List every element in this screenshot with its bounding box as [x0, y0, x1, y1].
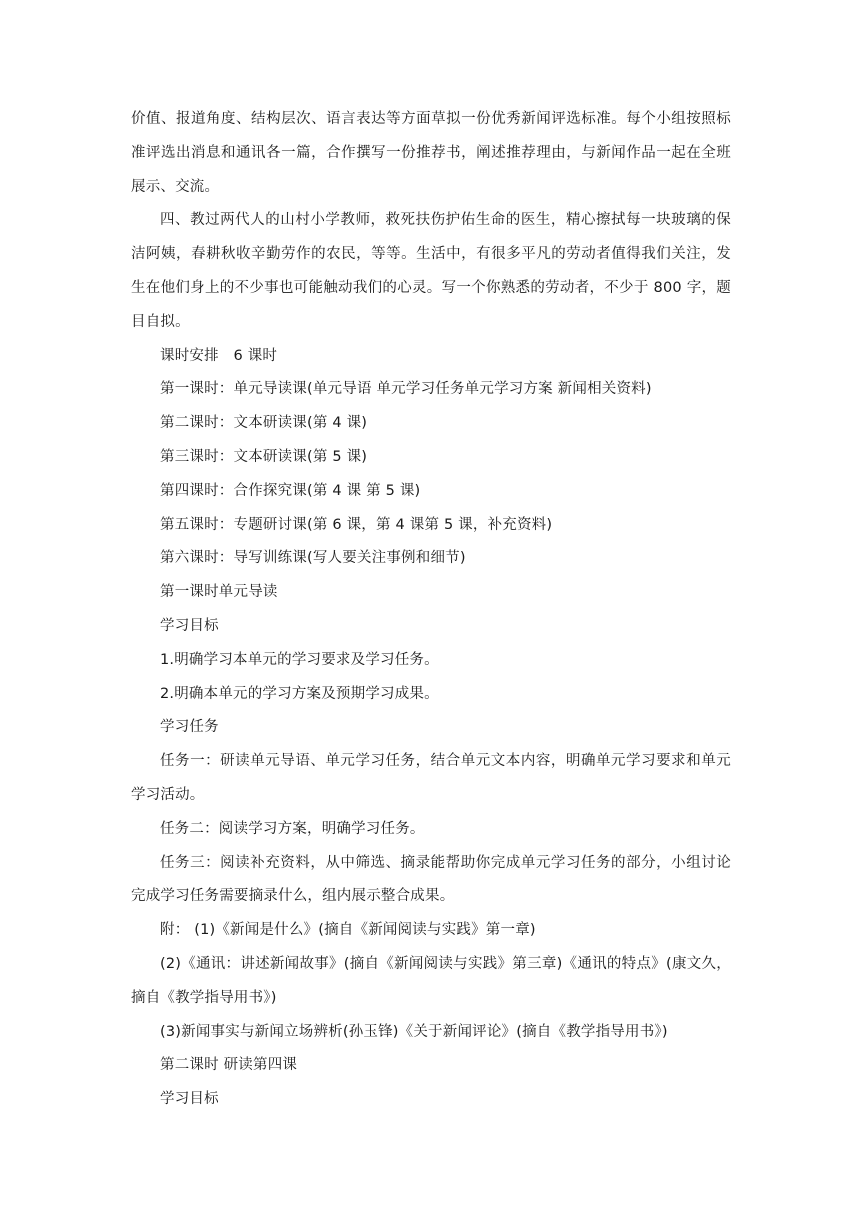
- schedule-lesson-3: 第三课时：文本研读课(第 5 课): [160, 448, 368, 465]
- learning-goal-1: 1.明确学习本单元的学习要求及学习任务。: [160, 651, 439, 668]
- schedule-lesson-5: 第五课时：专题研讨课(第 6 课，第 4 课第 5 课，补充资料): [160, 516, 553, 533]
- task-2: 任务二：阅读学习方案，明确学习任务。: [160, 820, 425, 837]
- schedule-lesson-6: 第六课时：导写训练课(写人要关注事例和细节): [160, 550, 466, 567]
- appendix-item-1: 附： (1)《新闻是什么》(摘自《新闻阅读与实践》第一章): [160, 922, 536, 939]
- lesson-2-title: 第二课时 研读第四课: [160, 1057, 298, 1074]
- schedule-heading: 课时安排 6 课时: [160, 347, 278, 364]
- appendix-item-3: (3)新闻事实与新闻立场辨析(孙玉锋)《关于新闻评论》(摘自《教学指导用书》): [160, 1023, 668, 1040]
- learning-tasks-heading: 学习任务: [160, 719, 219, 736]
- task-1: 任务一：研读单元导语、单元学习任务，结合单元文本内容，明确单元学习要求和单元学习活动。: [131, 753, 731, 803]
- appendix-item-2: (2)《通讯：讲述新闻故事》(摘自《新闻阅读与实践》第三章)《通讯的特点》(康文久，摘自《教学指导用书》): [131, 955, 731, 1006]
- schedule-lesson-4: 第四课时：合作探究课(第 4 课 第 5 课): [160, 482, 421, 499]
- lesson-1-title: 第一课时单元导读: [160, 584, 278, 601]
- learning-goal-2: 2.明确本单元的学习方案及预期学习成果。: [160, 685, 439, 702]
- learning-goals-heading: 学习目标: [160, 617, 219, 634]
- paragraph-writing-task: 四、教过两代人的山村小学教师，救死扶伤护佑生命的医生，精心擦拭每一块玻璃的保洁阿姨，春耕秋收辛勤劳作的农民，等等。生活中，有很多平凡的劳动者值得我们关注，发生在他们身上的不少事也可能触动我们的心灵。写一个你熟悉的劳动者，不少于 800 字，题目自拟。: [131, 212, 731, 330]
- schedule-lesson-1: 第一课时：单元导读课(单元导语 单元学习任务单元学习方案 新闻相关资料): [160, 381, 652, 398]
- schedule-lesson-2: 第二课时：文本研读课(第 4 课): [160, 415, 368, 432]
- task-3: 任务三：阅读补充资料，从中筛选、摘录能帮助你完成单元学习任务的部分，小组讨论完成学习任务需要摘录什么，组内展示整合成果。: [131, 854, 731, 905]
- document-page: [131, 103, 731, 1117]
- paragraph-evaluation-standard: 价值、报道角度、结构层次、语言表达等方面草拟一份优秀新闻评选标准。每个小组按照标准评选出消息和通讯各一篇，合作撰写一份推荐书，阐述推荐理由，与新闻作品一起在全班展示、交流。: [131, 111, 731, 195]
- learning-goals-heading-2: 学习目标: [160, 1091, 219, 1108]
